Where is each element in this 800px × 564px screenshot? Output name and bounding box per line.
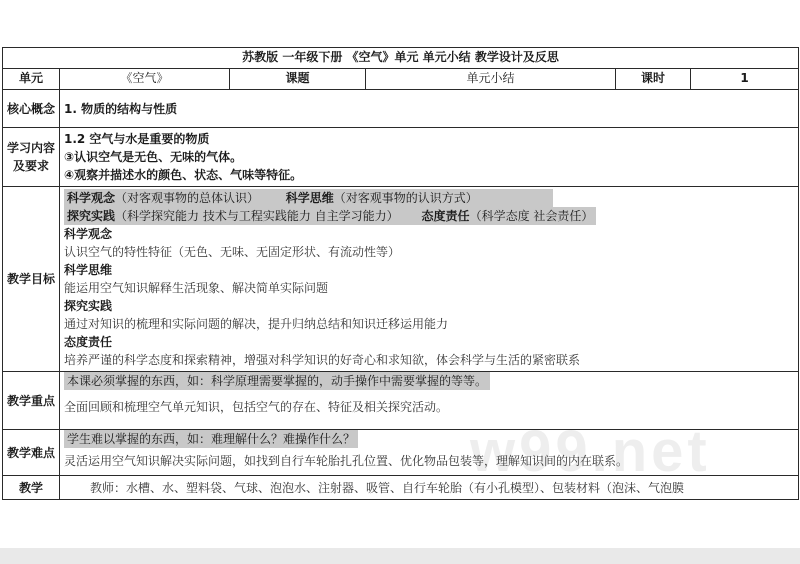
goals-label: 教学目标 (3, 187, 60, 372)
core-concept-text: 1. 物质的结构与性质 (64, 101, 178, 116)
learning-row (3, 128, 799, 187)
page-bottom-bar (0, 548, 800, 564)
goal-text: 培养严谨的科学态度和探索精神，增强对科学知识的好奇心和求知欲，体会科学与生活的紧密联系 (64, 353, 581, 367)
goal-text: 通过对知识的梳理和实际问题的解决，提升归纳总结和知识迁移运用能力 (64, 317, 449, 331)
topic-label: 课题 (230, 69, 366, 90)
materials-label: 教学 (3, 476, 60, 500)
goal-tag: 探究实践 (67, 209, 116, 223)
difficulties-hint-line (64, 430, 794, 448)
key-points-hint-line (64, 372, 794, 390)
goal-tag-desc: （科学探究能力 技术与工程实践能力 自主学习能力） (115, 209, 399, 223)
lesson-plan-table (2, 47, 799, 500)
goals-row (3, 187, 799, 372)
unit-value: 《空气》 (60, 69, 230, 90)
period-label: 课时 (616, 69, 691, 90)
difficulties-hint: 学生难以掌握的东西，如：难理解什么？难操作什么？ (64, 430, 358, 448)
goal-tag-desc: （对客观事物的总体认识） (115, 191, 260, 205)
goal-tag-desc: （对客观事物的认识方式） (333, 191, 478, 205)
learning-line: ④观察并描述水的颜色、状态、气味等特征。 (64, 168, 303, 182)
key-points-row (3, 372, 799, 430)
goal-text: 能运用空气知识解释生活现象、解决简单实际问题 (64, 281, 329, 295)
topic-value: 单元小结 (366, 69, 616, 90)
difficulties-text: 灵活运用空气知识解决实际问题，如找到自行车轮胎扎孔位置、优化物品包装等，理解知识间的内在联系。 (64, 454, 629, 468)
period-value: 1 (691, 69, 799, 90)
materials-text: 教师：水槽、水、塑料袋、气球、泡泡水、注射器、吸管、自行车轮胎（有小孔模型）、包装材料（泡沫、气泡膜 (90, 480, 685, 495)
key-points-hint: 本课必须掌握的东西，如：科学原理需要掌握的，动手操作中需要掌握的等等。 (64, 372, 490, 390)
goal-tag: 科学观念 (67, 191, 116, 205)
goal-heading: 态度责任 (64, 335, 113, 349)
goals-highlight-line-2 (64, 207, 794, 225)
core-concept-label: 核心概念 (3, 90, 60, 128)
title-row (3, 48, 799, 69)
goal-tag-desc: （科学态度 社会责任） (469, 209, 594, 223)
highlight-box (64, 189, 553, 207)
highlight-box (64, 207, 596, 225)
goals-highlight-line-1 (64, 189, 794, 207)
goal-text: 认识空气的特性特征（无色、无味、无固定形状、有流动性等） (64, 245, 401, 259)
unit-label: 单元 (3, 69, 60, 90)
key-points-text: 全面回顾和梳理空气单元知识，包括空气的存在、特征及相关探究活动。 (64, 400, 449, 414)
goal-tag: 科学思维 (285, 191, 334, 205)
core-concept-row (3, 90, 799, 128)
key-points-label: 教学重点 (3, 372, 60, 430)
document-title: 苏教版 一年级下册 《空气》单元 单元小结 教学设计及反思 (3, 48, 799, 69)
goal-heading: 科学观念 (64, 227, 113, 241)
goal-tag: 态度责任 (421, 209, 470, 223)
learning-label: 学习内容及要求 (3, 128, 60, 187)
difficulties-row (3, 430, 799, 476)
learning-line: ③认识空气是无色、无味的气体。 (64, 150, 243, 164)
goal-heading: 探究实践 (64, 299, 113, 313)
learning-line: 1.2 空气与水是重要的物质 (64, 132, 210, 146)
goal-heading: 科学思维 (64, 263, 113, 277)
difficulties-label: 教学难点 (3, 430, 60, 476)
header-row (3, 69, 799, 90)
materials-row (3, 476, 799, 500)
